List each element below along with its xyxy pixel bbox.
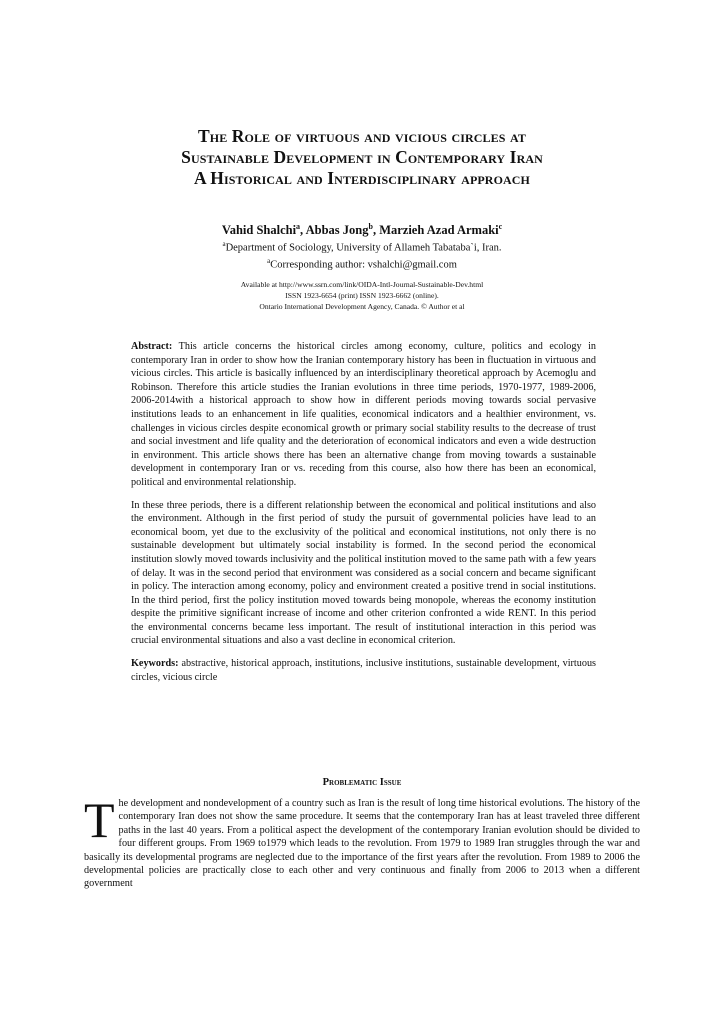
abstract-label: Abstract: — [131, 341, 173, 352]
author-3-sup: c — [498, 222, 503, 231]
author-sep: , — [300, 223, 306, 238]
author-3: Marzieh Azad Armaki — [379, 223, 499, 238]
affiliation — [100, 238, 624, 271]
section-body — [84, 792, 640, 891]
author-list — [100, 222, 624, 238]
issn-line: ISSN 1923-6654 (print) ISSN 1923-6662 (online). — [285, 291, 439, 300]
copyright-line: Ontario International Development Agency, Canada. © Author et al — [259, 302, 465, 311]
paper-title — [60, 126, 664, 189]
keywords-label: Keywords: — [131, 658, 179, 670]
affiliation-sup-1: a — [222, 240, 226, 248]
keywords-text: abstractive, historical approach, institutions, inclusive institutions, sustainable development, virtuous circles, vicious circle — [131, 658, 596, 683]
author-2-sup: b — [368, 222, 373, 231]
author-sep: , — [372, 223, 380, 238]
abstract-text-1: This article concerns the historical circles among economy, culture, politics and ecology in contemporary Iran in order to show how the Iranian contemporary history has been in fluctuation in virtuous and vicious circles. This article is basically influenced by an interdisciplinary theoretical approach by Acemoglu and Robinson. Therefore this article studies the Iranian evolutions in three time periods, 1970-1977, 1989-2006, 2006-2014with a historical approach to show how in different periods moving towards social pervasive institutions leads to an enhancement in life qualities, economical indicators and a healthier environment, vs. challenges in vicious circles despite economical growth or primary social stability results to the decrease of trust and social investment and life quality and the deterioration of economical indicators and even a wide destruction in environment. This article shows there has been an alternative change from moving towards a sustainable development in contemporary Iran or vs. receding from this course, also how there has been an economical, political and environmental relationship. — [131, 341, 596, 488]
availability-info — [100, 279, 624, 312]
title-line-1: The Role of virtuous and vicious circles at — [198, 126, 526, 146]
affiliation-line-1 — [100, 238, 624, 255]
affiliation-text-1: Department of Sociology, University of Allameh Tabataba`i, Iran. — [225, 242, 502, 254]
drop-cap: T — [84, 792, 115, 848]
abstract-paragraph-1 — [131, 340, 596, 490]
corresponding-author: Corresponding author: vshalchi@gmail.com — [270, 259, 457, 270]
abstract-block — [131, 340, 596, 693]
author-1-sup: a — [296, 222, 301, 231]
title-line-3: A Historical and Interdisciplinary approach — [194, 168, 530, 188]
availability-url[interactable]: Available at http://www.ssrn.com/link/OIDA-Intl-Journal-Sustainable-Dev.html — [240, 280, 484, 289]
affiliation-line-2 — [100, 255, 624, 272]
author-1: Vahid Shalchi — [221, 223, 297, 238]
keywords — [131, 657, 596, 684]
section-heading: Problematic Issue — [322, 777, 402, 788]
title-line-2: Sustainable Development in Contemporary Iran — [181, 147, 543, 167]
affiliation-sup-2: a — [267, 256, 271, 265]
section-body-text: he development and nondevelopment of a country such as Iran is the result of long time historical evolutions. The history of the contemporary Iran does not show the same procedure. It seems that the contemporary Iran has at least traveled three different paths in the last 40 years. From a political aspect the development of the contemporary Iranian evolution should be divided to four different groups. From 1969 to1979 which leads to the revolution. From 1979 to 1989 Iran struggles through the war and basically its developmental programs are neglected due to the importance of the first years after the revolution. From 1989 to 2006 the developmental policies are practically close to each other and very continuous and finally from 2006 to 2013 when a different government — [84, 798, 640, 890]
author-2: Abbas Jong — [305, 223, 369, 238]
abstract-paragraph-2: In these three periods, there is a different relationship between the economical and political institutions and also the environment. Although in the first period of study the pursuit of governmental policies have lead to an economical boom, yet due to the exclusivity of the political and economical institutions, not only there is no sustainable development but ultimately social instability is formed. In the second period the economical institution slowly moved towards inclusivity and the political institution moved to the same path with a few years of delay. It was in the second period that environment was considered as a social concern and became significant in policy. The interaction among economy, policy and environment created a positive trend in social institutions. In the third period, first the policy institution moved towards being monopole, whereas the economy institution despite the primitive significant increase of income and other criterion confronted a wide RENT. In this period the environmental concerns became less important. The result of institutional interaction in this period was crucial environmental situations and also a vast decline in economical criterion. — [131, 499, 596, 647]
